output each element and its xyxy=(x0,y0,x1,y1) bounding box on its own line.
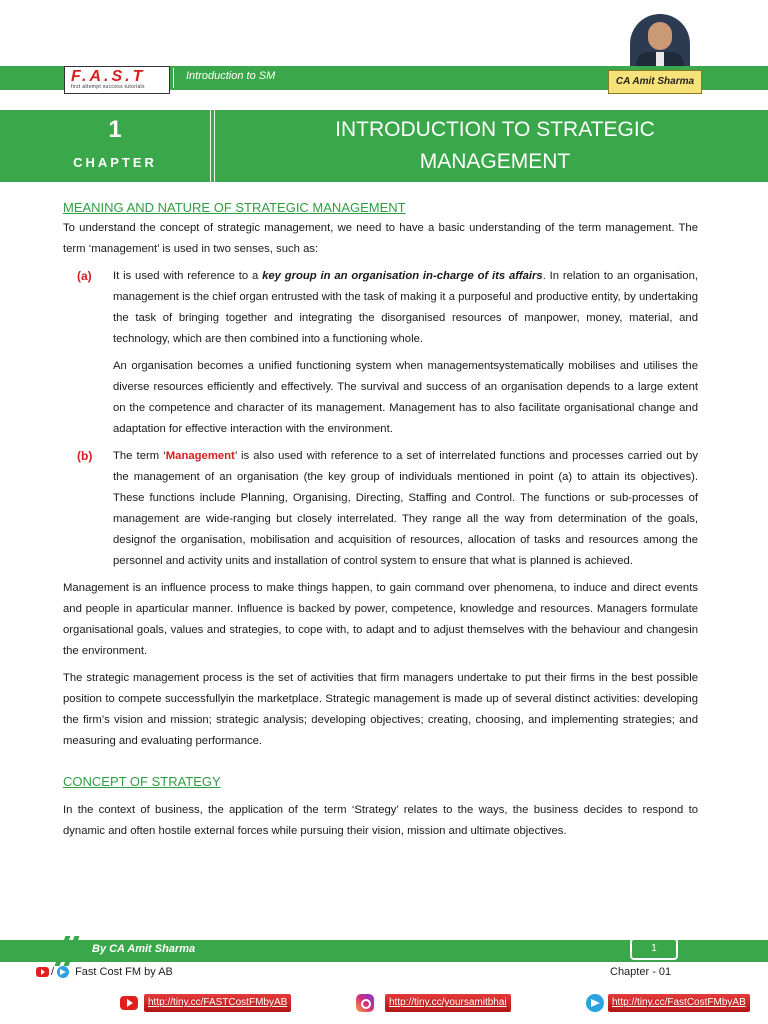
chapter-label: CHAPTER xyxy=(73,155,157,170)
logo-text: F.A.S.T xyxy=(71,68,146,85)
item-b-text-start: The term ‘ xyxy=(113,450,166,462)
item-a-paragraph xyxy=(113,266,698,350)
author-face xyxy=(648,22,672,50)
page-content xyxy=(63,198,698,848)
list-item-a xyxy=(63,266,698,446)
influence-paragraph: Management is an influence process to make things happen, to gain command over phenomena, to induce and direct events and people in aparticular manner. Influence is backed by power, competence, knowledge and resources. Managers formulate organisational goals, values and strategies, to cope with, to adapt and to adjust themselves with the behaviour and changesin the environment. xyxy=(63,582,698,657)
item-a-text-start: It is used with reference to a xyxy=(113,270,263,282)
list-item-b xyxy=(63,446,698,578)
item-a-paragraph-2: An organisation becomes a unified functioning system when managementsystematically mobilises and utilises the diverse resources efficiently and effectively. The survival and success of an organisation depends to a large extent on the competence and character of its management. Management has to also facilitate organisational change and adaptation for effective interaction with the environment. xyxy=(113,360,698,435)
youtube-icon xyxy=(120,996,138,1010)
heading-spacer xyxy=(63,792,698,800)
youtube-icon xyxy=(36,967,49,977)
intro-paragraph: To understand the concept of strategic management, we need to have a basic understanding of the term management. The term ‘management’ is used in two senses, such as: xyxy=(63,222,698,255)
chapter-title-line-2: MANAGEMENT xyxy=(419,150,571,173)
social-channel-label: Fast Cost FM by AB xyxy=(75,966,173,978)
item-b-key-term: Management xyxy=(165,450,235,462)
author-name-badge: CA Amit Sharma xyxy=(608,70,702,94)
item-b-body xyxy=(113,446,698,578)
section-heading-strategy: CONCEPT OF STRATEGY xyxy=(63,774,221,789)
item-b-label: (b) xyxy=(77,449,93,463)
section-spacer xyxy=(63,758,698,772)
chapter-number: 1 xyxy=(108,116,122,143)
running-header-title: Introduction to SM xyxy=(186,70,276,82)
item-a-body xyxy=(113,266,698,446)
footer-social-line xyxy=(36,966,173,978)
item-a-key-phrase: key group in an organisation in-charge of its affairs xyxy=(262,270,543,282)
social-separator: / xyxy=(51,966,55,978)
strategy-paragraph: In the context of business, the application of the term ‘Strategy’ relates to the ways, the business decides to respond to dynamic and often hostile external forces while pursuing their vision, mission and ultimate objectives. xyxy=(63,804,698,837)
chapter-title-line-1: INTRODUCTION TO STRATEGIC xyxy=(335,118,655,141)
logo-tagline: first attempt success tutorials xyxy=(71,84,145,90)
instagram-link[interactable]: http://tiny.cc/yoursamitbhai xyxy=(385,994,511,1012)
section-heading-meaning: MEANING AND NATURE OF STRATEGIC MANAGEMENT xyxy=(63,200,406,215)
item-a-text-end: . In relation to an organisation, management is the chief organ entrusted with the task of making it a purposeful and productive entity, by undertaking the task of bringing together and integrating the disorganised resources of manpower, money, material, and technology, which are then combined into a functioning whole. xyxy=(113,270,699,345)
telegram-icon xyxy=(586,994,604,1012)
youtube-link[interactable]: http://tiny.cc/FASTCostFMbyAB xyxy=(144,994,291,1012)
process-paragraph: The strategic management process is the set of activities that firm managers undertake to put their firms in the best possible position to compete successfullyin the marketplace. Strategic management is made up of several distinct activities: developing the firm’s vision and mission; strategic analysis; developing objectives; creating, choosing, and implementing strategies; and measuring and evaluating performance. xyxy=(63,672,698,747)
footer-stripes xyxy=(60,936,80,964)
instagram-icon xyxy=(356,994,374,1012)
item-a-label: (a) xyxy=(77,269,92,283)
telegram-link[interactable]: http://tiny.cc/FastCostFMbyAB xyxy=(608,994,750,1012)
telegram-icon xyxy=(57,966,69,978)
footer-author: By CA Amit Sharma xyxy=(92,943,196,955)
item-b-paragraph xyxy=(113,446,698,572)
brand-logo xyxy=(64,66,170,94)
page-number: 1 xyxy=(630,938,678,960)
chapter-title xyxy=(222,114,768,178)
header-divider xyxy=(173,68,174,88)
chapter-reference: Chapter - 01 xyxy=(610,966,672,978)
item-b-text-end: ’ is also used with reference to a set of interrelated functions and processes carried out by the management of an organisation (the key group of individuals mentioned in point (a) to attain its objectives). These functions include Planning, Organising, Directing, Staffing and Control. The functions or sub-processes of management are wide-ranging but closely interrelated. They range all the way from determination of the goals, designof the organisation, mobilisation and acquisition of resources, allocation of tasks and resources among the personnel and activity units and installation of control system to ensure that what is planned is achieved. xyxy=(113,450,698,567)
